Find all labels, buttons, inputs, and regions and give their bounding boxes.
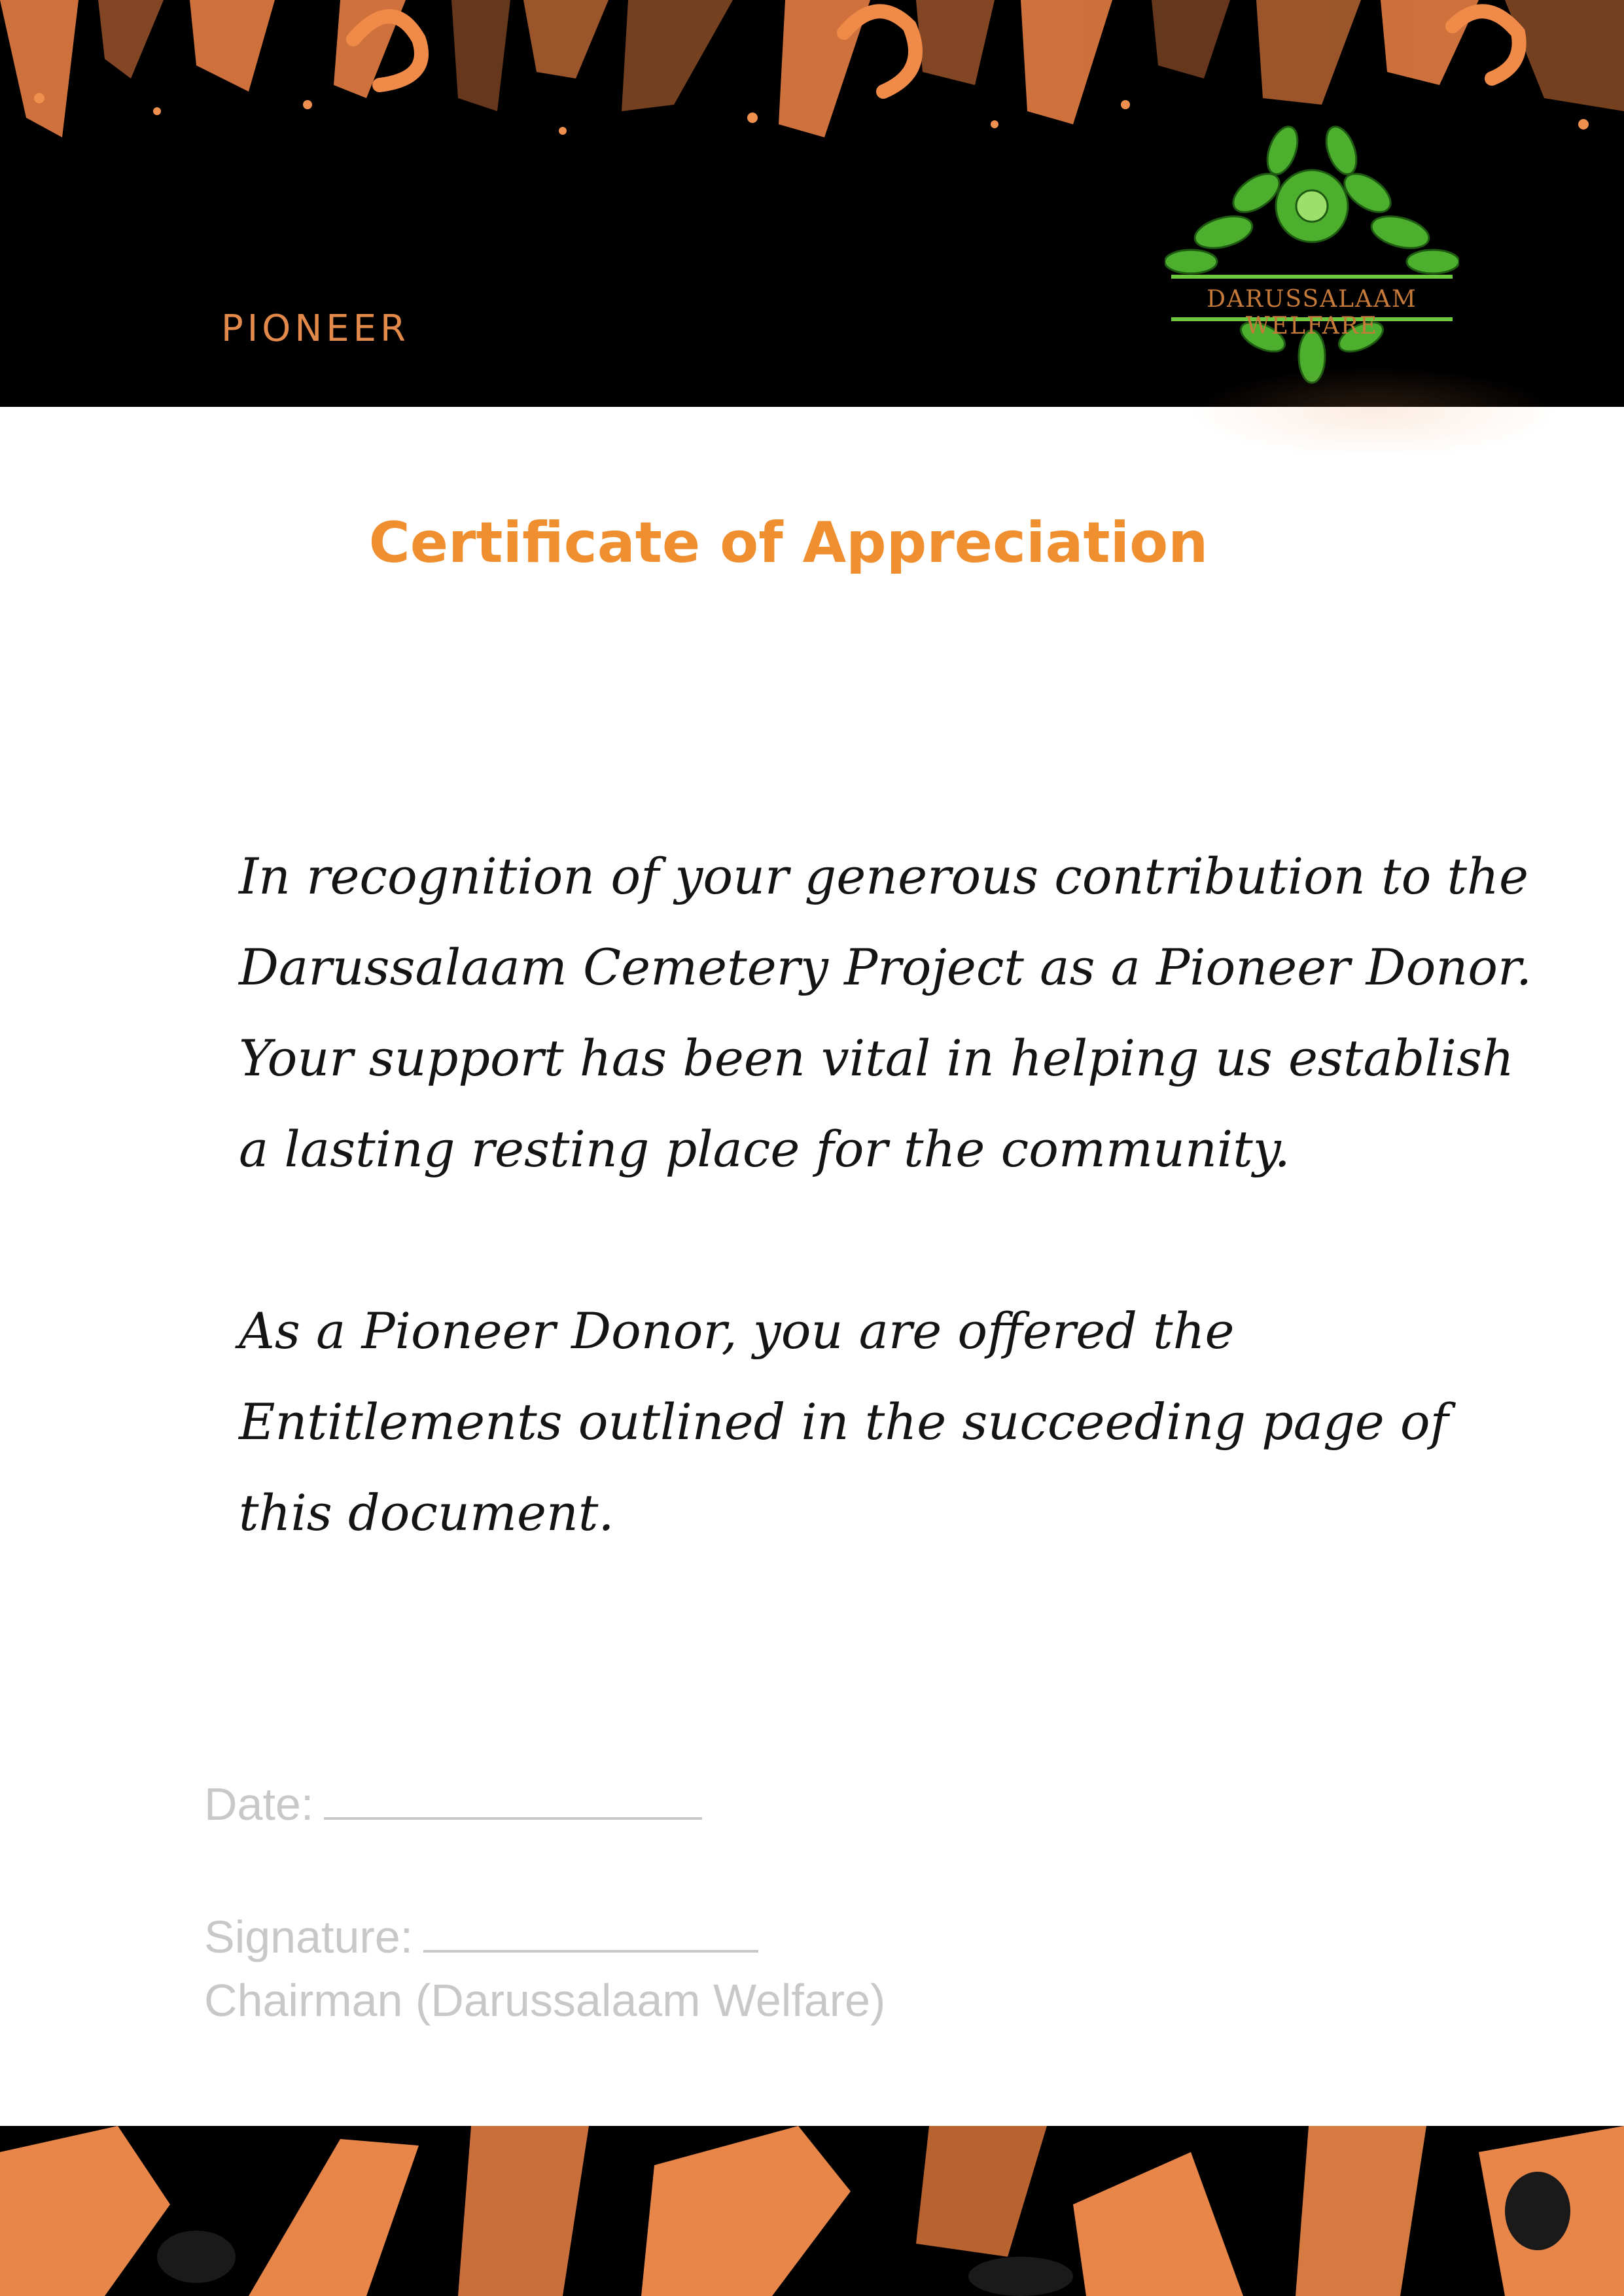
signature-blank: [423, 1913, 758, 1953]
brush-stroke-decoration: [0, 2126, 1624, 2296]
tier-label: PIONEER: [221, 307, 410, 350]
header-band: [0, 0, 1624, 407]
leaf-mandala-icon: [1165, 121, 1459, 389]
signatory-title: Chairman (Darussalaam Welfare): [204, 1975, 886, 2026]
certificate-body: [239, 831, 1534, 1558]
logo-glow: [1191, 366, 1557, 458]
date-label: Date:: [204, 1779, 314, 1830]
date-blank: [324, 1781, 702, 1820]
signature-label: Signature:: [204, 1911, 414, 1962]
footer-band: [0, 2126, 1624, 2296]
signature-line: [204, 1911, 758, 1963]
logo-wordmark: DARUSSALAAM WELFARE: [1207, 286, 1417, 339]
certificate-title: Certificate of Appreciation: [368, 510, 1209, 576]
darussalaam-welfare-logo: [1165, 121, 1459, 389]
entitlements-paragraph: As a Pioneer Donor, you are offered the Entitlements outlined in the succeeding page of this document.: [239, 1302, 1449, 1542]
date-line: [204, 1778, 702, 1830]
recognition-paragraph: In recognition of your generous contribution to the Darussalaam Cemetery Project as a Pioneer Donor. Your support has been vital in helping us establish a lasting resting place for the community.: [239, 847, 1532, 1178]
